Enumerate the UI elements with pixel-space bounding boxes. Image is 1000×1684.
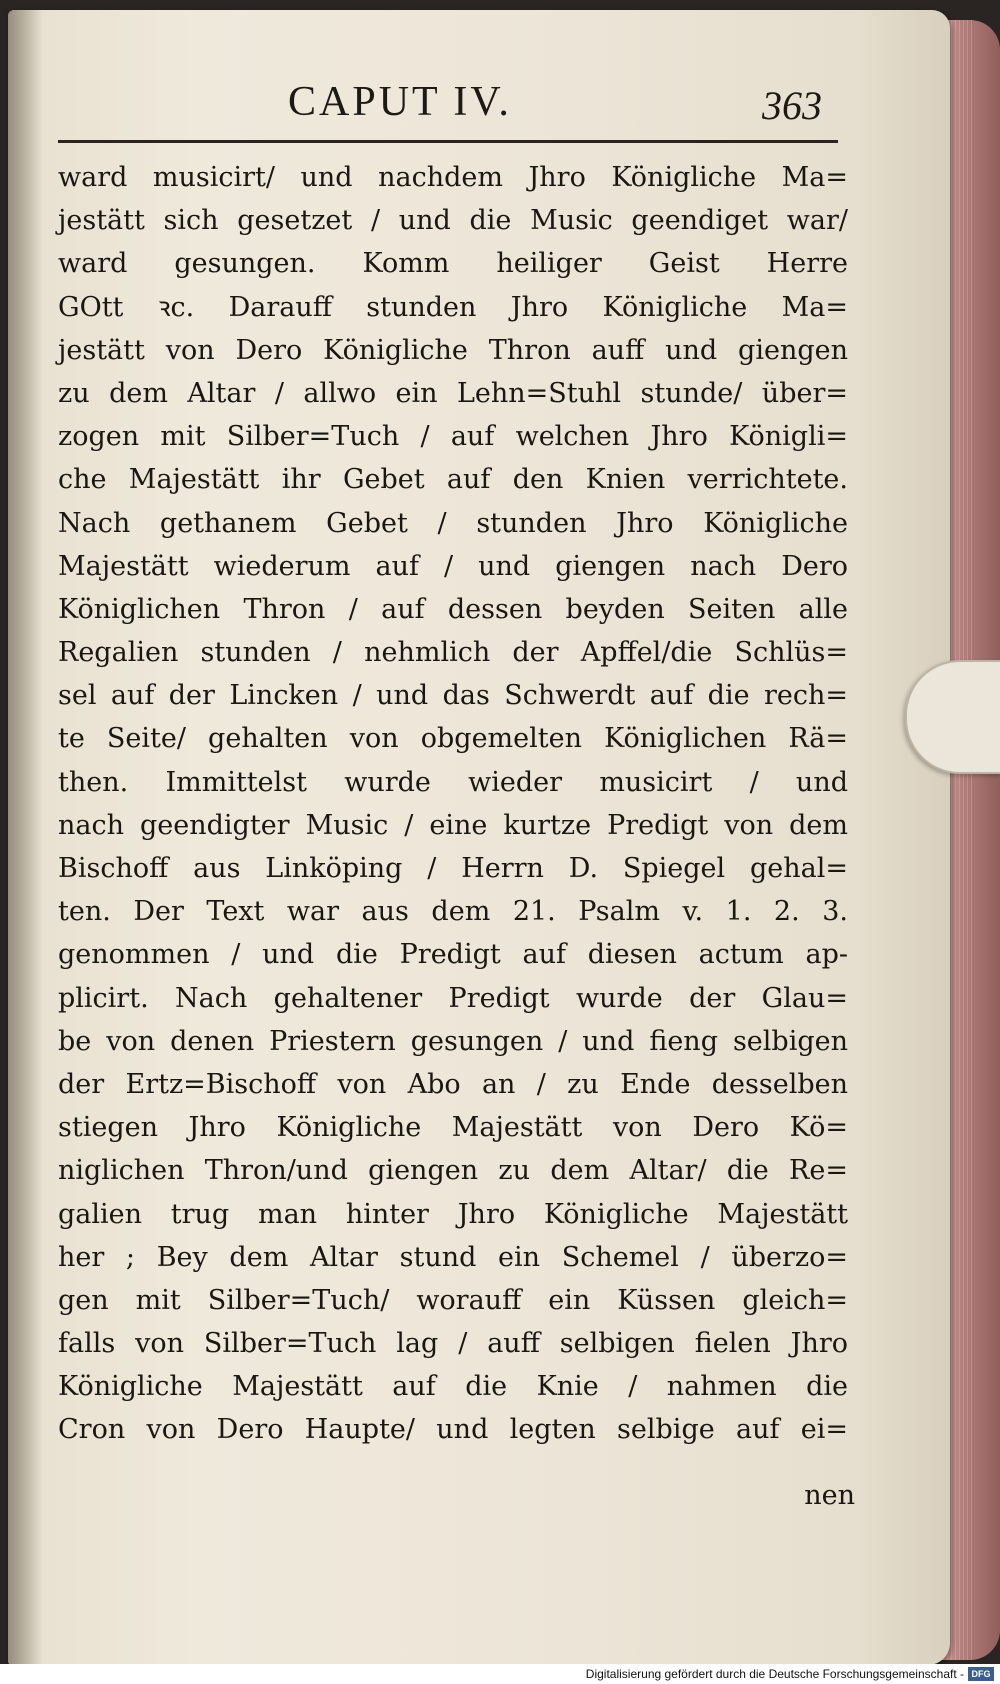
text-line: Regalien stunden / nehmlich der Apffel/die Schlüs= bbox=[58, 637, 848, 669]
text-line: ward gesungen. Komm heiliger Geist Herre bbox=[58, 248, 848, 280]
text-line: gen mit Silber=Tuch/ worauff ein Küssen gleich= bbox=[58, 1284, 848, 1316]
text-line: jestätt sich gesetzet / und die Music geendiget war/ bbox=[58, 205, 848, 237]
header-rule bbox=[58, 140, 838, 143]
text-line: then. Immittelst wurde wieder musicirt / und bbox=[58, 766, 848, 798]
text-line: Königlichen Thron / auf dessen beyden Seiten alle bbox=[58, 593, 848, 625]
text-line: zogen mit Silber=Tuch / auf welchen Jhro Königli= bbox=[58, 421, 848, 453]
text-line: her ; Bey dem Altar stund ein Schemel / überzo= bbox=[58, 1241, 848, 1273]
chapter-title: CAPUT IV. bbox=[288, 79, 512, 125]
text-line: nach geendigter Music / eine kurtze Predigt von dem bbox=[58, 809, 848, 841]
text-line: che Majestätt ihr Gebet auf den Knien verrichtete. bbox=[58, 464, 848, 496]
text-line: genommen / und die Predigt auf diesen actum ap- bbox=[58, 939, 848, 971]
text-line: plicirt. Nach gehaltener Predigt wurde der Glau= bbox=[58, 982, 848, 1014]
text-line: Bischoff aus Linköping / Herrn D. Spiegel gehal= bbox=[58, 853, 848, 884]
text-line: jestätt von Dero Königliche Thron auff und giengen bbox=[58, 334, 848, 366]
gutter-shadow bbox=[8, 10, 42, 1665]
text-line: ten. Der Text war aus dem 21. Psalm v. 1. 2. 3. bbox=[58, 896, 848, 928]
text-line: GOtt ꝛc. Darauff stunden Jhro Königliche Ma= bbox=[58, 291, 848, 323]
text-line: Nach gethanem Gebet / stunden Jhro Königliche bbox=[58, 507, 848, 539]
text-line: be von denen Priestern gesungen / und fieng selbigen bbox=[58, 1025, 848, 1057]
catchword: nen bbox=[804, 1480, 855, 1511]
text-line: te Seite/ gehalten von obgemelten Königlichen Rä= bbox=[58, 723, 848, 755]
text-line: der Ertz=Bischoff von Abo an / zu Ende desselben bbox=[58, 1068, 848, 1100]
text-line: sel auf der Lincken / und das Schwerdt auf die rech= bbox=[58, 680, 848, 712]
body-text bbox=[58, 156, 848, 1452]
funding-credit: Digitalisierung gefördert durch die Deutsche Forschungsgemeinschaft - bbox=[585, 1667, 964, 1681]
dfg-logo-icon: DFG bbox=[968, 1667, 994, 1681]
text-line: falls von Silber=Tuch lag / auff selbigen fielen Jhro bbox=[58, 1328, 848, 1360]
text-line: Königliche Majestätt auf die Knie / nahmen die bbox=[58, 1371, 848, 1403]
page-clip bbox=[905, 660, 1000, 774]
running-header bbox=[60, 78, 860, 138]
text-line: Majestätt wiederum auf / und giengen nach Dero bbox=[58, 550, 848, 582]
text-line: zu dem Altar / allwo ein Lehn=Stuhl stunde/ über= bbox=[58, 377, 848, 409]
text-line: stiegen Jhro Königliche Majestätt von Dero Kö= bbox=[58, 1112, 848, 1144]
text-line: Cron von Dero Haupte/ und legten selbige auf ei= bbox=[58, 1414, 848, 1446]
text-line: galien trug man hinter Jhro Königliche Majestätt bbox=[58, 1198, 848, 1230]
text-line: ward musicirt/ und nachdem Jhro Königliche Ma= bbox=[58, 162, 848, 193]
page-number: 363 bbox=[762, 83, 822, 128]
digitization-footer bbox=[0, 1664, 1000, 1684]
text-line: niglichen Thron/und giengen zu dem Altar/ die Re= bbox=[58, 1155, 848, 1187]
